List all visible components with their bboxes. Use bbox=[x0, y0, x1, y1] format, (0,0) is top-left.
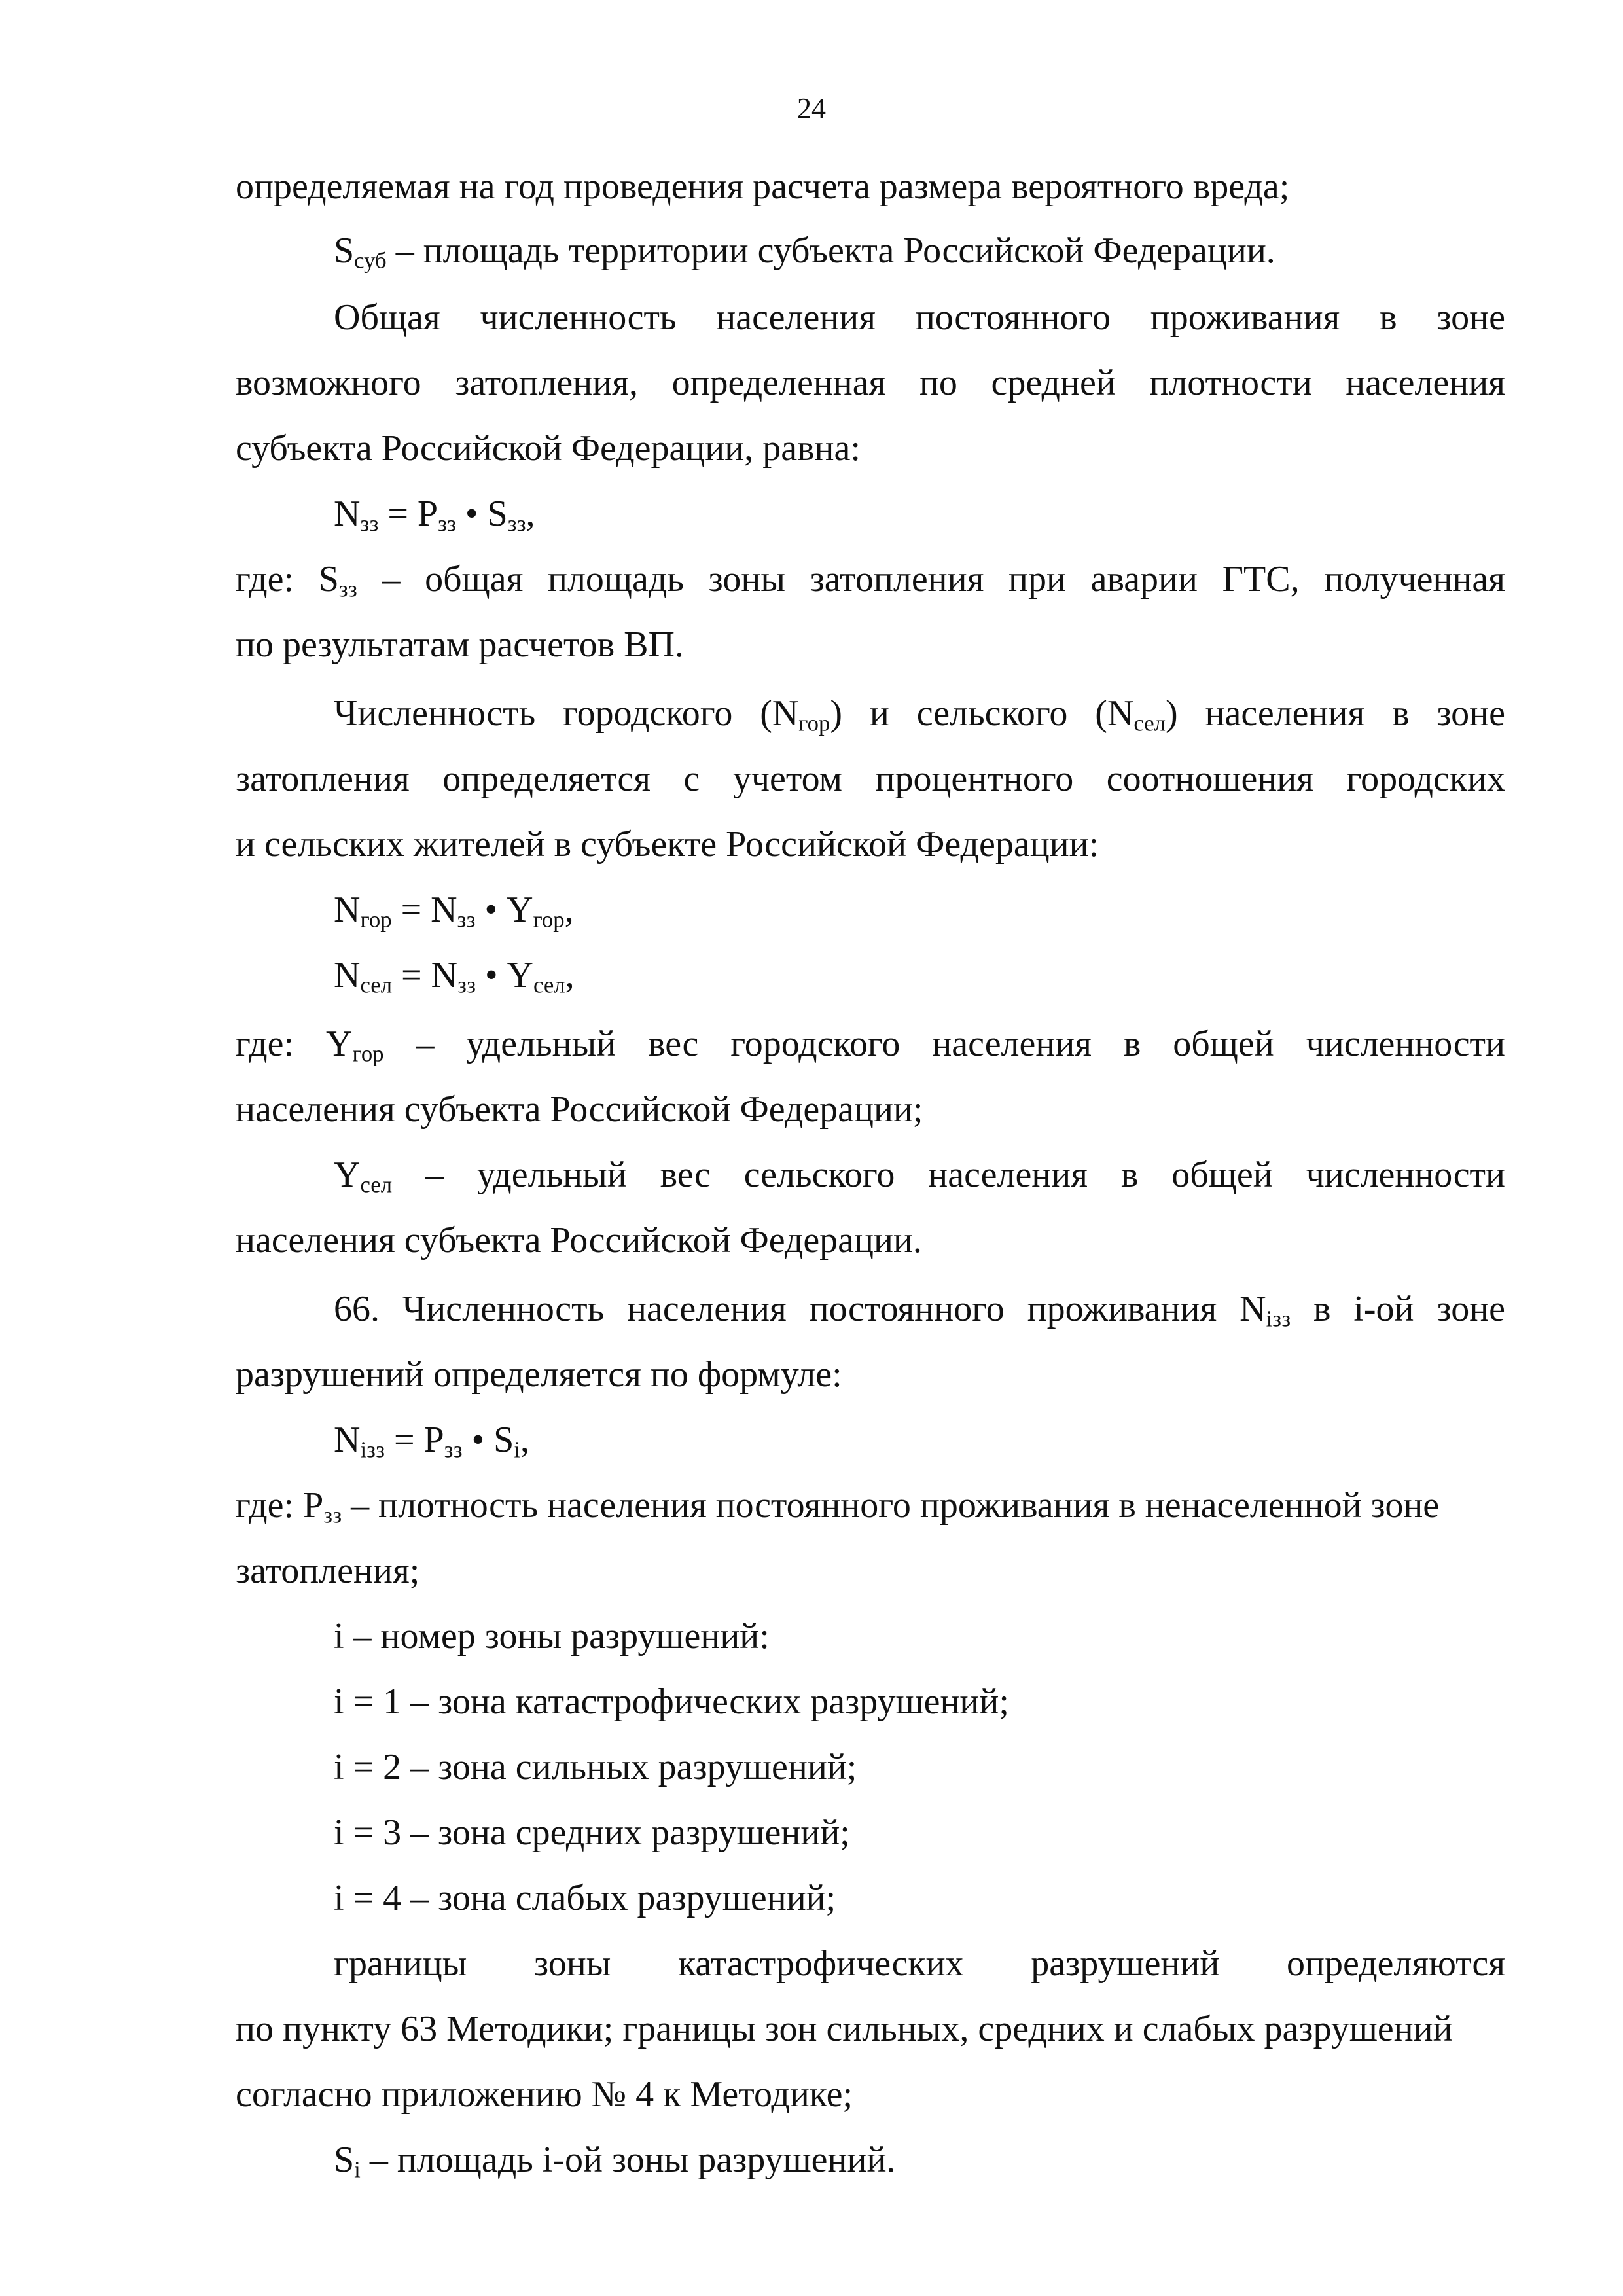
definition-p-zz: где: $P_{зз}$ – плотность населения постоянного проживания в ненаселенной зоне bbox=[236, 1485, 1440, 1528]
text-line: населения субъекта Российской Федерации; bbox=[236, 1089, 923, 1130]
text-line: i – номер зоны разрушений: bbox=[334, 1616, 770, 1657]
text-line: и сельских жителей в субъекте Российской Федерации: bbox=[236, 824, 1099, 865]
text-line: разрушений определяется по формуле: bbox=[236, 1354, 842, 1395]
text-line: субъекта Российской Федерации, равна: bbox=[236, 428, 861, 469]
definition-s-zz: где: $S_{зз}$ – общая площадь зоны затопления при аварии ГТС, полученная bbox=[236, 559, 1506, 602]
list-item: i = 4 – зона слабых разрушений; bbox=[334, 1878, 836, 1918]
formula-n-zz: $N_{зз} = P_{зз}$ • $S_{зз}$, bbox=[334, 493, 535, 537]
text-line: границы зоны катастрофических разрушений определяются bbox=[334, 1943, 1505, 1984]
text-line: Общая численность населения постоянного проживания в зоне bbox=[334, 297, 1505, 338]
definition-y-gor: где: $Y_{гор}$ – удельный вес городского населения в общей численности bbox=[236, 1024, 1506, 1067]
item-66: 66. Численность населения постоянного проживания $N_{iзз}$ в i-ой зоне bbox=[334, 1289, 1506, 1332]
text-line: затопления; bbox=[236, 1551, 420, 1591]
list-item: i = 2 – зона сильных разрушений; bbox=[334, 1747, 857, 1787]
list-item: i = 1 – зона катастрофических разрушений; bbox=[334, 1681, 1009, 1722]
definition-s-i: $S_i$ – площадь i-ой зоны разрушений. bbox=[334, 2140, 896, 2183]
formula-n-izz: $N_{iзз} = P_{зз}$ • $S_i$, bbox=[334, 1420, 529, 1463]
text-line: определяемая на год проведения расчета размера вероятного вреда; bbox=[236, 166, 1290, 207]
formula-n-sel: $N_{сел} = N_{зз}$ • $Y_{сел}$, bbox=[334, 955, 575, 998]
text-line: по результатам расчетов ВП. bbox=[236, 624, 684, 665]
definition-y-sel: $Y_{сел}$ – удельный вес сельского населения в общей численности bbox=[334, 1155, 1505, 1198]
text-line: Численность городского $(N_{гор})$ и сельского $(N_{сел})$ населения в зоне bbox=[334, 693, 1505, 736]
list-item: i = 3 – зона средних разрушений; bbox=[334, 1812, 850, 1853]
page-number: 24 bbox=[797, 92, 826, 124]
text-line: населения субъекта Российской Федерации. bbox=[236, 1220, 922, 1261]
text-line: затопления определяется с учетом процентного соотношения городских bbox=[236, 759, 1505, 799]
definition-s-sub: $S_{суб}$ – площадь территории субъекта Российской Федерации. bbox=[334, 230, 1275, 274]
text-line: возможного затопления, определенная по средней плотности населения bbox=[236, 363, 1505, 403]
text-line: согласно приложению № 4 к Методике; bbox=[236, 2074, 853, 2115]
formula-n-gor: $N_{гор} = N_{зз}$ • $Y_{гор}$, bbox=[334, 889, 574, 933]
text-line: по пункту 63 Методики; границы зон сильных, средних и слабых разрушений bbox=[236, 2009, 1453, 2049]
